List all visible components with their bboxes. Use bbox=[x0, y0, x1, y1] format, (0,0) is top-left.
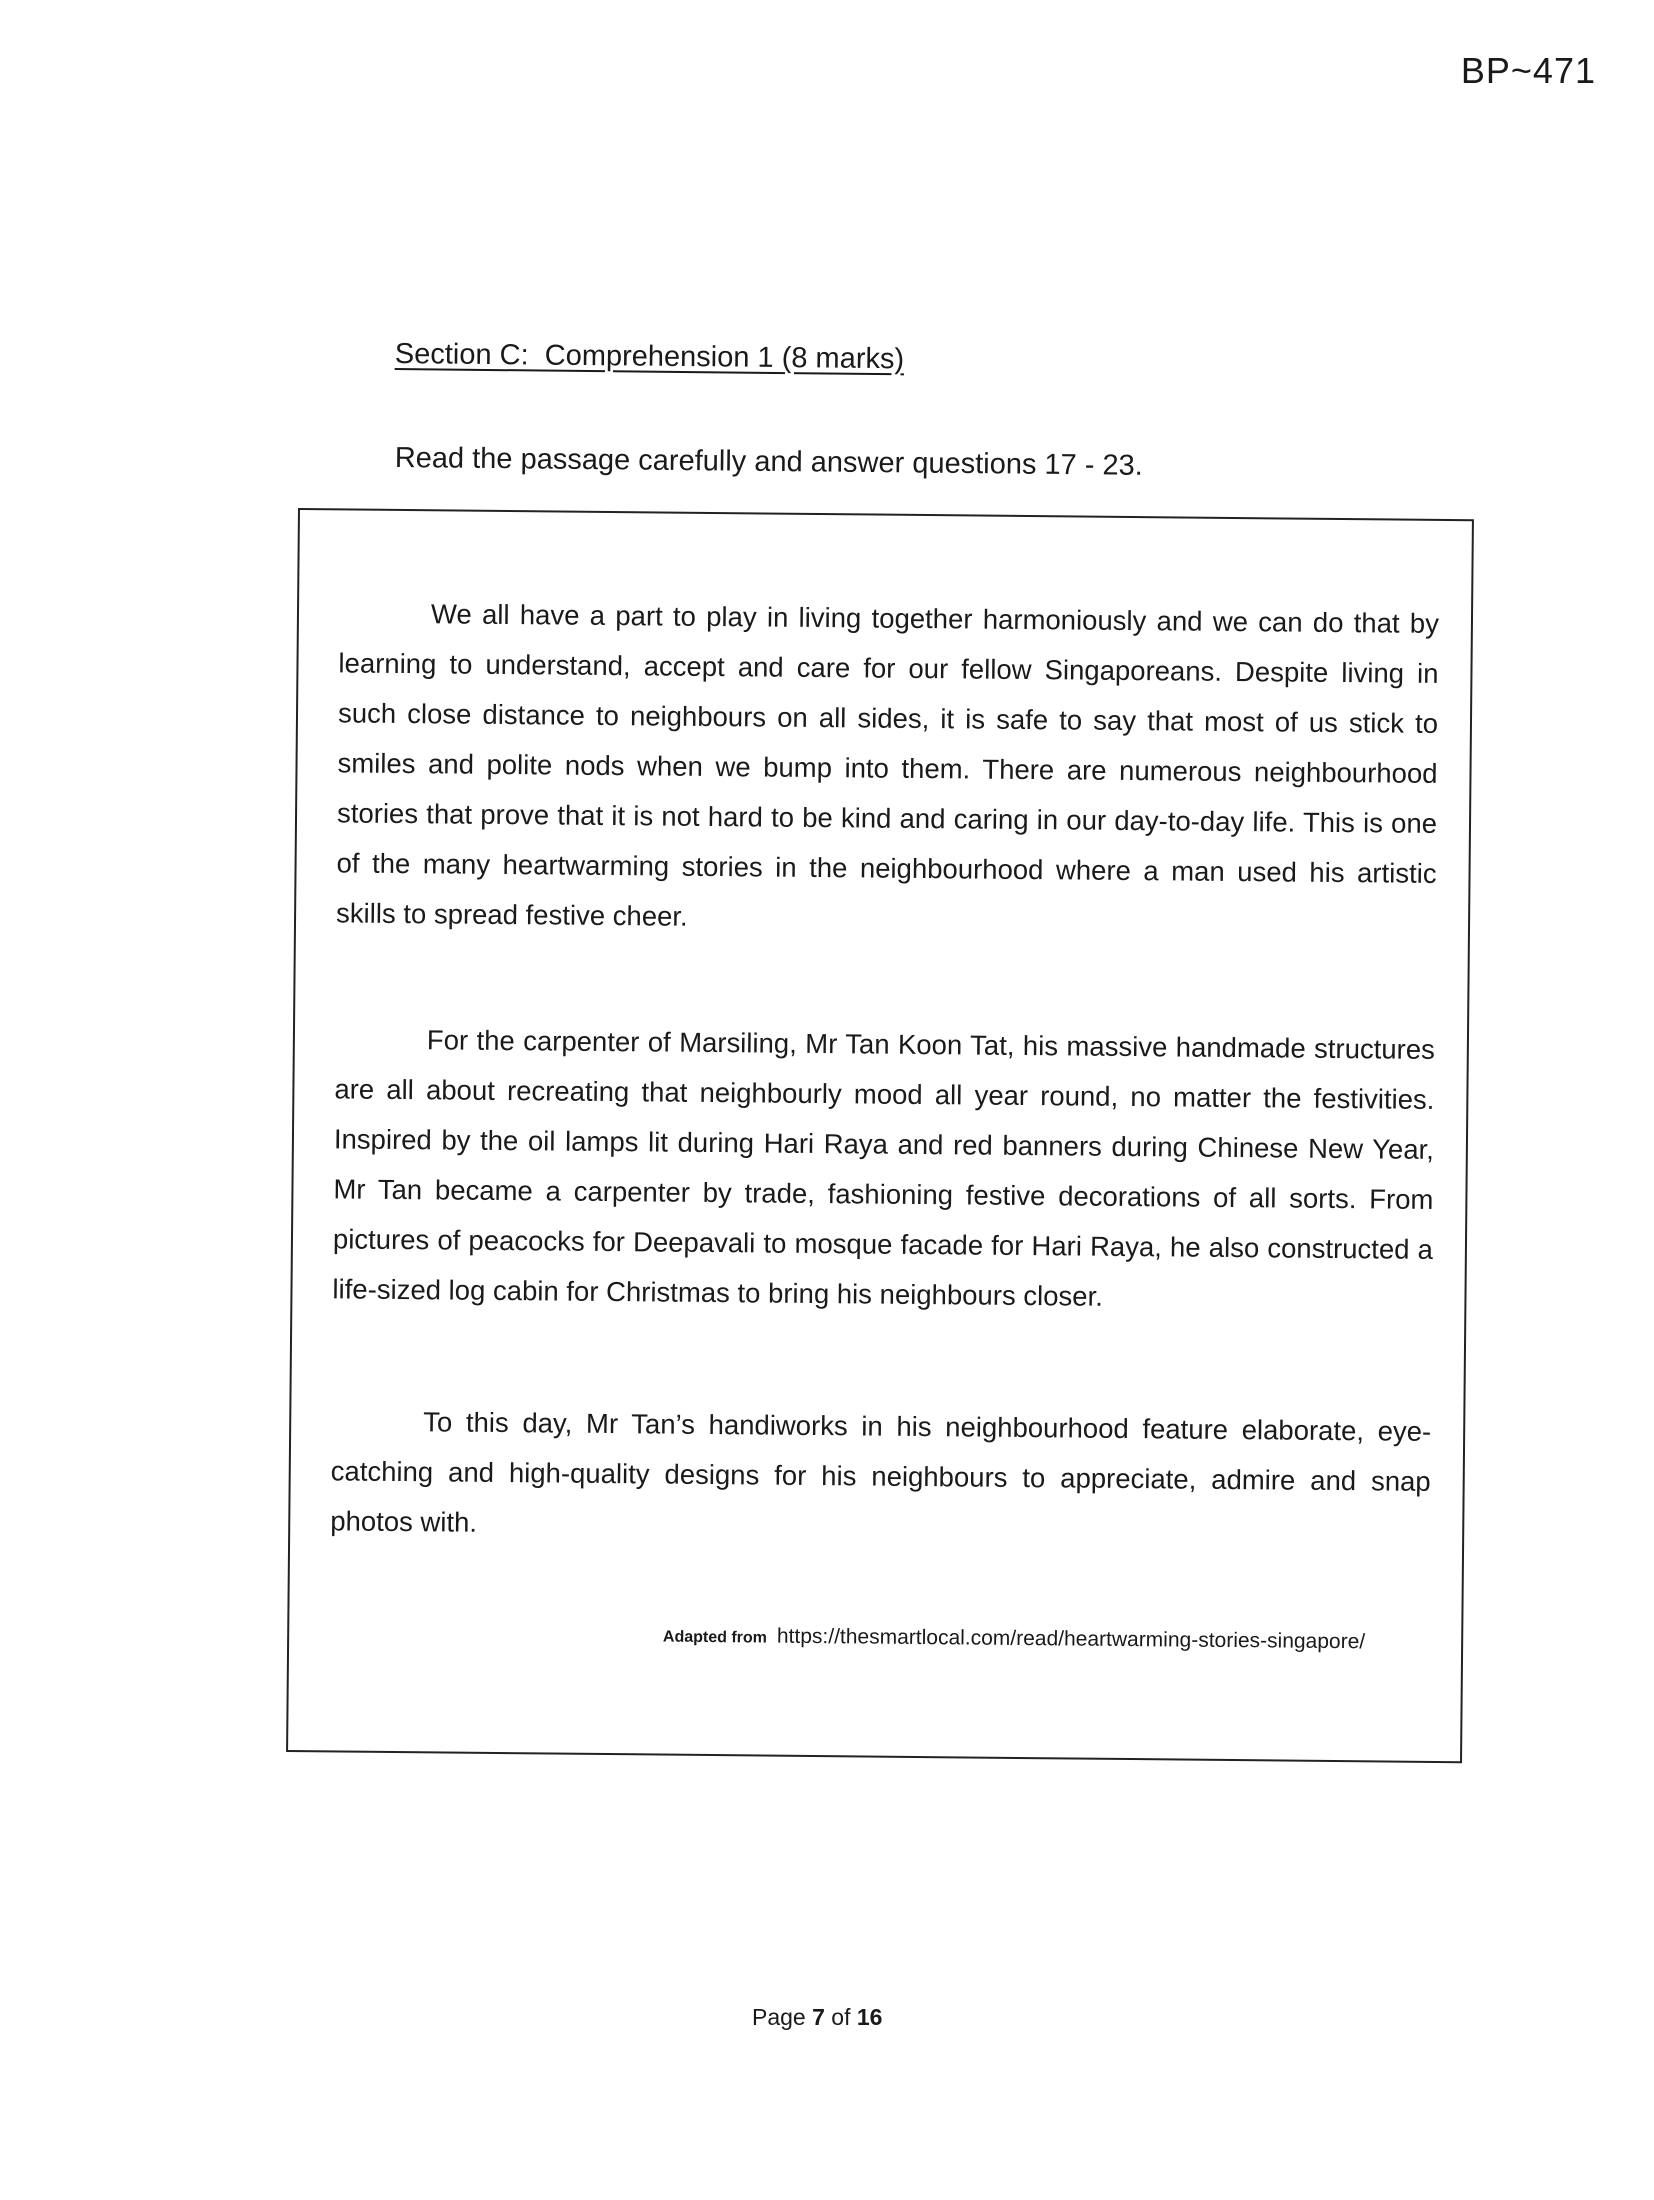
passage-box bbox=[286, 508, 1474, 1763]
page-current: 7 bbox=[812, 2004, 825, 2030]
source-citation bbox=[663, 1624, 1365, 1655]
passage-paragraph: To this day, Mr Tan’s handiworks in his neighbourhood feature elaborate, eye-catching and high-quality designs for his neighbours to appreciate, admire and snap photos with. bbox=[330, 1406, 1432, 1538]
section-heading: Section C: Comprehension 1 (8 marks) bbox=[394, 338, 905, 376]
instruction-text: Read the passage carefully and answer questions 17 - 23. bbox=[394, 442, 1143, 482]
page-of: of bbox=[831, 2004, 851, 2030]
page-code: BP~471 bbox=[1460, 50, 1596, 91]
passage-paragraph: For the carpenter of Marsiling, Mr Tan Koon Tat, his massive handmade structures are all about recreating that neighbourly mood all year round, no matter the festivities. Inspired by the oil lamps lit during Hari Raya and red banners during Chinese New Year, Mr Tan became a carpenter by trade, fashioning festive decorations of all sorts. From pictures of peacocks for Deepavali to mosque facade for Hari Raya, he also constructed a life-sized log cabin for Christmas to bring his neighbours closer. bbox=[332, 1024, 1436, 1312]
passage-paragraph: We all have a part to play in living together harmoniously and we can do that by learning to understand, accept and care for our fellow Singaporeans. Despite living in such close distance to neighbours on all sides, it is safe to say that most of us stick to smiles and polite nods when we bump into them. There are numerous neighbourhood stories that prove that it is not hard to be kind and caring in our day-to-day life. This is one of the many heartwarming stories in the neighbourhood where a man used his artistic skills to spread festive cheer. bbox=[335, 598, 1440, 932]
page-number bbox=[752, 2004, 882, 2031]
source-url: https://thesmartlocal.com/read/heartwarming-stories-singapore/ bbox=[776, 1624, 1366, 1654]
page-word: Page bbox=[752, 2004, 806, 2030]
page-total: 16 bbox=[856, 2004, 883, 2030]
source-prefix: Adapted from bbox=[662, 1628, 768, 1647]
